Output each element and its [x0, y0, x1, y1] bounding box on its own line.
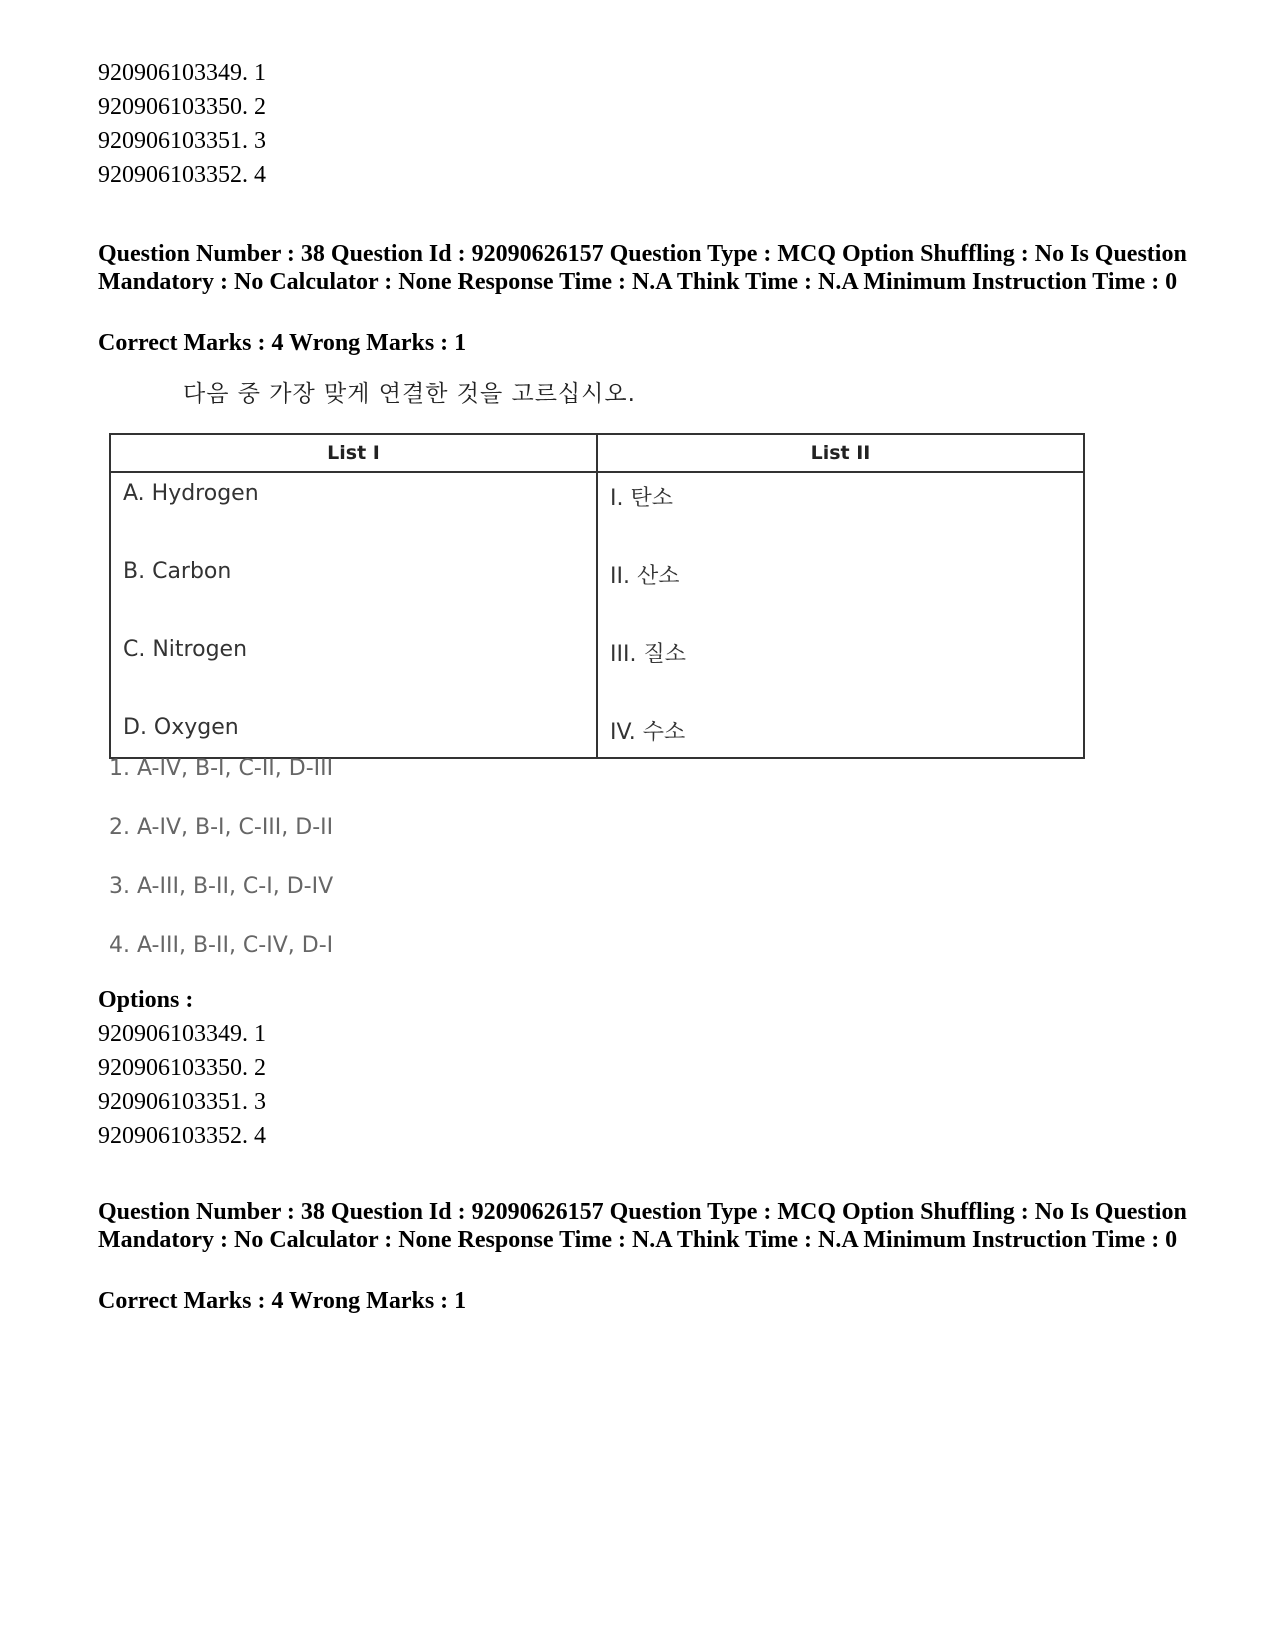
answer-choice: 2. A-IV, B-I, C-III, D-II: [109, 815, 334, 840]
question-marks: Correct Marks : 4 Wrong Marks : 1: [98, 1288, 467, 1314]
question-instruction: 다음 중 가장 맞게 연결한 것을 고르십시오.: [183, 381, 636, 407]
question-marks: Correct Marks : 4 Wrong Marks : 1: [98, 330, 467, 356]
option-line: 920906103349. 1: [98, 1021, 266, 1047]
table-header-list-i: List I: [110, 434, 597, 472]
option-line: 920906103349. 1: [98, 60, 266, 86]
question-header: Question Number : 38 Question Id : 92090626157 Question Type : MCQ Option Shuffling : No Is Question Mandatory : No Calculator : None Response Time : N.A Think Time : N.A Minimum Instruction Time : 0: [98, 241, 1187, 295]
table-cell-list-ii: II. 산소: [597, 551, 1084, 629]
answer-choice: 3. A-III, B-II, C-I, D-IV: [109, 874, 334, 899]
table-cell-list-i: C. Nitrogen: [110, 629, 597, 707]
table-row: [110, 551, 1084, 629]
table-row: [110, 629, 1084, 707]
table-row: [110, 707, 1084, 758]
option-line: 920906103351. 3: [98, 1089, 266, 1115]
table-cell-list-i: B. Carbon: [110, 551, 597, 629]
table-cell-list-ii: I. 탄소: [597, 472, 1084, 551]
option-line: 920906103352. 4: [98, 1123, 266, 1149]
option-line: 920906103351. 3: [98, 128, 266, 154]
table-header-list-ii: List II: [597, 434, 1084, 472]
table-cell-list-ii: III. 질소: [597, 629, 1084, 707]
option-line: 920906103350. 2: [98, 1055, 266, 1081]
answer-choice: 1. A-IV, B-I, C-II, D-III: [109, 756, 334, 781]
table-row: [110, 472, 1084, 551]
options-label: Options :: [98, 987, 194, 1013]
answer-choice: 4. A-III, B-II, C-IV, D-I: [109, 933, 334, 958]
option-line: 920906103352. 4: [98, 162, 266, 188]
option-line: 920906103350. 2: [98, 94, 266, 120]
table-cell-list-i: A. Hydrogen: [110, 472, 597, 551]
question-header: Question Number : 38 Question Id : 92090626157 Question Type : MCQ Option Shuffling : No Is Question Mandatory : No Calculator : None Response Time : N.A Think Time : N.A Minimum Instruction Time : 0: [98, 1199, 1187, 1253]
table-cell-list-i: D. Oxygen: [110, 707, 597, 758]
matching-table: [109, 433, 1085, 759]
table-cell-list-ii: IV. 수소: [597, 707, 1084, 758]
